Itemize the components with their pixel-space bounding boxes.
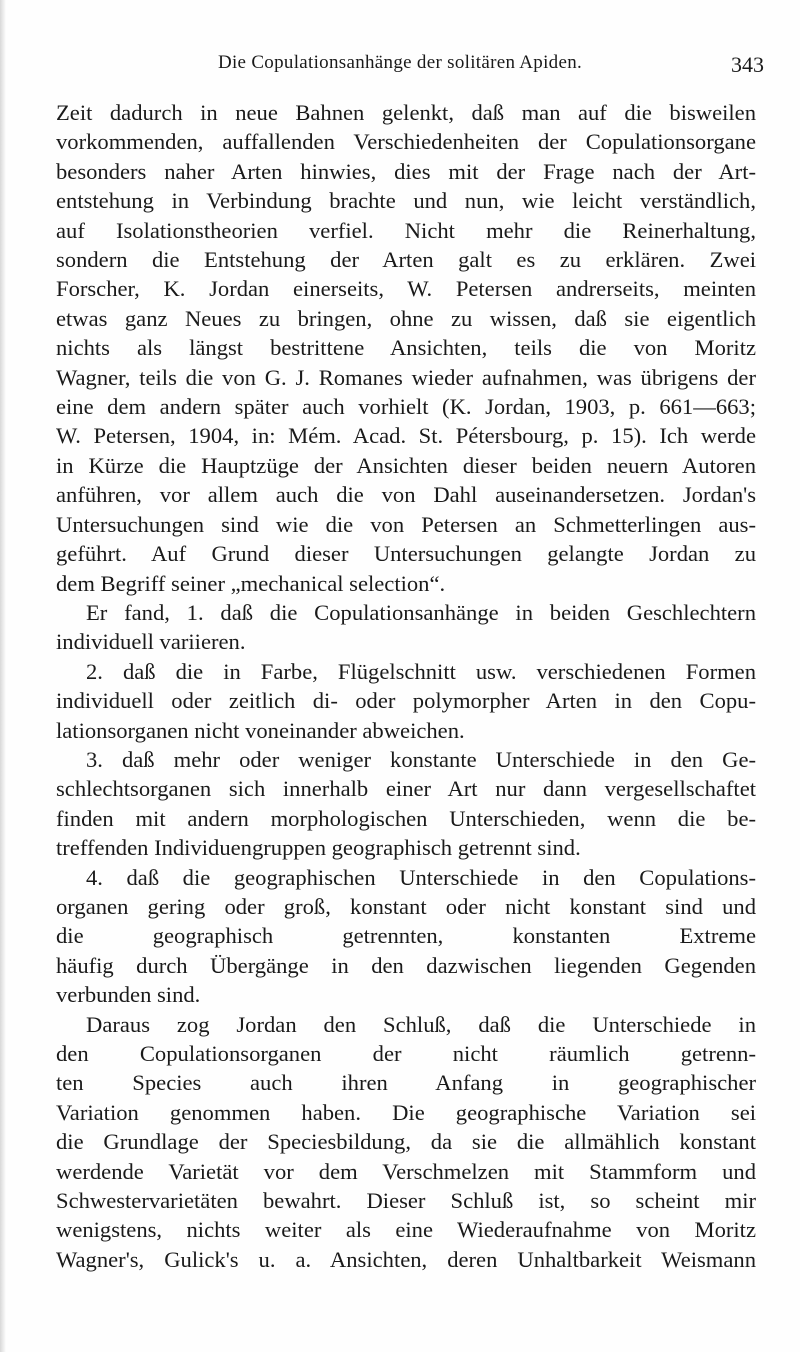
text-line: lationsorganen nicht voneinander abweichen. (56, 717, 465, 743)
text-line: vorkommenden, auffallenden Verschiedenheiten der Copulationsorgane (56, 129, 756, 155)
text-line: häufig durch Übergänge in den dazwischen liegenden Gegenden (56, 952, 756, 978)
text-line: anführen, vor allem auch die von Dahl auseinandersetzen. Jordan's (56, 482, 756, 508)
text-line: W. Petersen, 1904, in: Mém. Acad. St. Pétersbourg, p. 15). Ich werde (56, 423, 756, 449)
text-line: 4. daß die geographischen Unterschiede in den Copulations- (86, 864, 756, 890)
text-line: die Grundlage der Speciesbildung, da sie die allmählich konstant (56, 1129, 756, 1155)
text-line: Untersuchungen sind wie die von Petersen an Schmetterlingen aus- (56, 511, 756, 537)
text-line: entstehung in Verbindung brachte und nun, wie leicht verständlich, (56, 188, 756, 214)
text-line: schlechtsorganen sich innerhalb einer Art nur dann vergesellschaftet (56, 776, 756, 802)
text-line: finden mit andern morphologischen Unterschieden, wenn die be- (56, 805, 756, 831)
text-line: verbunden sind. (56, 982, 201, 1008)
text-line: etwas ganz Neues zu bringen, ohne zu wissen, daß sie eigentlich (56, 305, 756, 331)
page-header (0, 52, 800, 82)
text-line: nichts als längst bestrittene Ansichten, teils die von Moritz (56, 335, 756, 361)
text-line: Er fand, 1. daß die Copulationsanhänge in beiden Geschlechtern (86, 599, 756, 625)
text-line: eine dem andern später auch vorhielt (K. Jordan, 1903, p. 661—663; (56, 394, 756, 420)
text-line: ten Species auch ihren Anfang in geographischer (56, 1070, 756, 1096)
text-line: wenigstens, nichts weiter als eine Wiederaufnahme von Moritz (56, 1217, 756, 1243)
text-line: Wagner, teils die von G. J. Romanes wieder aufnahmen, was übrigens der (56, 364, 756, 390)
text-line: treffenden Individuengruppen geographisch getrennt sind. (56, 835, 581, 861)
text-line: individuell oder zeitlich di- oder polymorpher Arten in den Copu- (56, 688, 756, 714)
text-line: Schwestervarietäten bewahrt. Dieser Schluß ist, so scheint mir (56, 1188, 756, 1214)
text-line: die geographisch getrennten, konstanten Extreme (56, 923, 756, 949)
text-line: Variation genommen haben. Die geographische Variation sei (56, 1099, 756, 1125)
text-line: geführt. Auf Grund dieser Untersuchungen gelangte Jordan zu (56, 541, 756, 567)
text-line: werdende Varietät vor dem Verschmelzen mit Stammform und (56, 1158, 756, 1184)
body-text (56, 98, 756, 1274)
text-line: besonders naher Arten hinwies, dies mit der Frage nach der Art- (56, 158, 756, 184)
text-line: 3. daß mehr oder weniger konstante Unterschiede in den Ge- (86, 746, 756, 772)
text-line: in Kürze die Hauptzüge der Ansichten dieser beiden neuern Autoren (56, 452, 756, 478)
running-title: Die Copulationsanhänge der solitären Apiden. (217, 52, 583, 73)
text-line: dem Begriff seiner „mechanical selection“. (56, 570, 446, 596)
text-line: Daraus zog Jordan den Schluß, daß die Unterschiede in (86, 1011, 756, 1037)
text-line: sondern die Entstehung der Arten galt es zu erklären. Zwei (56, 247, 756, 273)
text-line: organen gering oder groß, konstant oder nicht konstant sind und (56, 893, 756, 919)
scan-edge-shadow (0, 0, 6, 1352)
text-line: den Copulationsorganen der nicht räumlich getrenn- (56, 1041, 756, 1066)
text-line: Wagner's, Gulick's u. a. Ansichten, deren Unhaltbarkeit Weismann (56, 1246, 756, 1272)
text-line: Zeit dadurch in neue Bahnen gelenkt, daß man auf die bisweilen (56, 100, 756, 125)
text-line: individuell variieren. (56, 629, 246, 655)
text-line: Forscher, K. Jordan einerseits, W. Petersen andrerseits, meinten (56, 276, 756, 302)
page-number: 343 (731, 52, 764, 77)
text-line: 2. daß die in Farbe, Flügelschnitt usw. verschiedenen Formen (86, 658, 756, 684)
text-line: auf Isolationstheorien verfiel. Nicht mehr die Reinerhaltung, (56, 217, 756, 243)
